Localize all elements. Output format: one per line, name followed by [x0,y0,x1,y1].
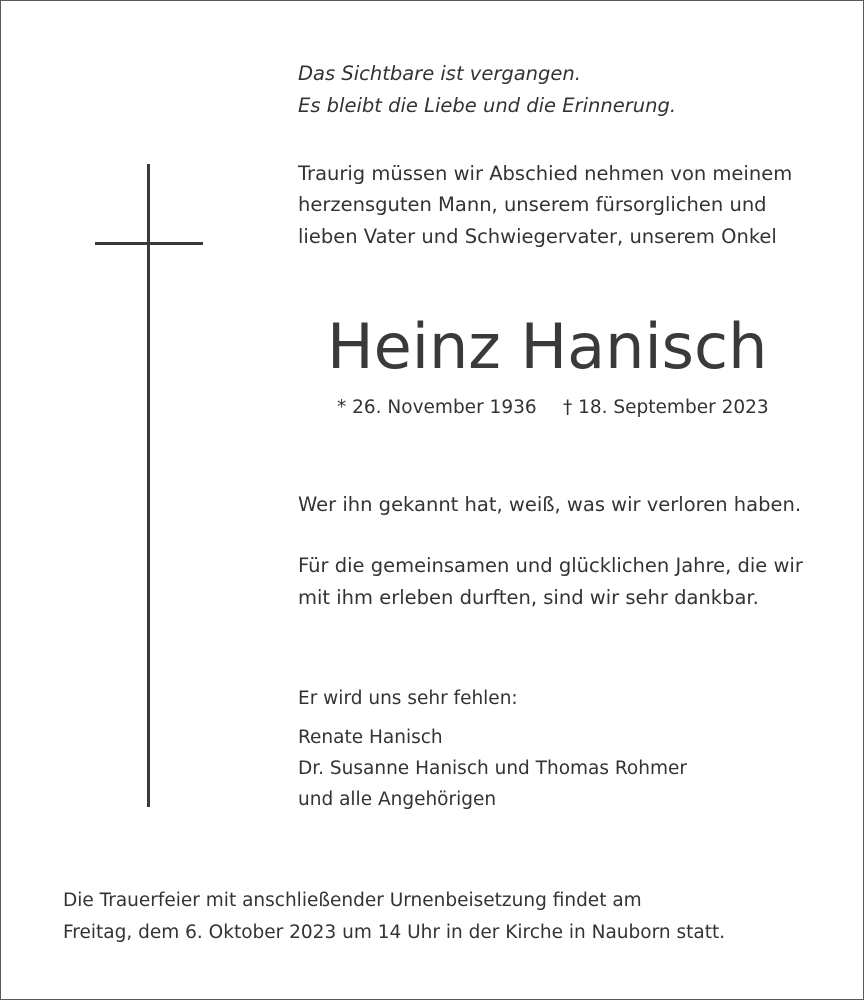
quote-line-3: mit ihm erleben durften, sind wir sehr dankbar. [298,586,759,609]
funeral-line-2: Freitag, dem 6. Oktober 2023 um 14 Uhr in der Kirche in Nauborn statt. [63,922,726,943]
intro-line-3: lieben Vater und Schwiegervater, unserem Onkel [298,225,777,248]
intro-line-2: herzensguten Mann, unserem fürsorglichen und [298,193,767,216]
quote-line-2: Für die gemeinsamen und glücklichen Jahre, die wir [298,554,803,577]
motto-line-2: Es bleibt die Liebe und die Erinnerung. [298,94,677,117]
quote-line-1: Wer ihn gekannt hat, weiß, was wir verloren haben. [298,493,802,516]
motto-line-1: Das Sichtbare ist vergangen. [298,62,581,85]
deceased-name: Heinz Hanisch [327,310,768,383]
mourner-name: Dr. Susanne Hanisch und Thomas Rohmer [298,758,687,779]
cross-icon-bar [95,242,203,245]
death-date: † 18. September 2023 [563,397,769,418]
funeral-line-1: Die Trauerfeier mit anschließender Urnenbeisetzung findet am [63,890,642,911]
mourner-name: Renate Hanisch [298,727,443,748]
mourners-heading: Er wird uns sehr fehlen: [298,688,518,709]
cross-icon [147,164,150,807]
intro-line-1: Traurig müssen wir Abschied nehmen von meinem [298,162,793,185]
mourner-name: und alle Angehörigen [298,789,497,810]
birth-date: * 26. November 1936 [337,397,537,418]
